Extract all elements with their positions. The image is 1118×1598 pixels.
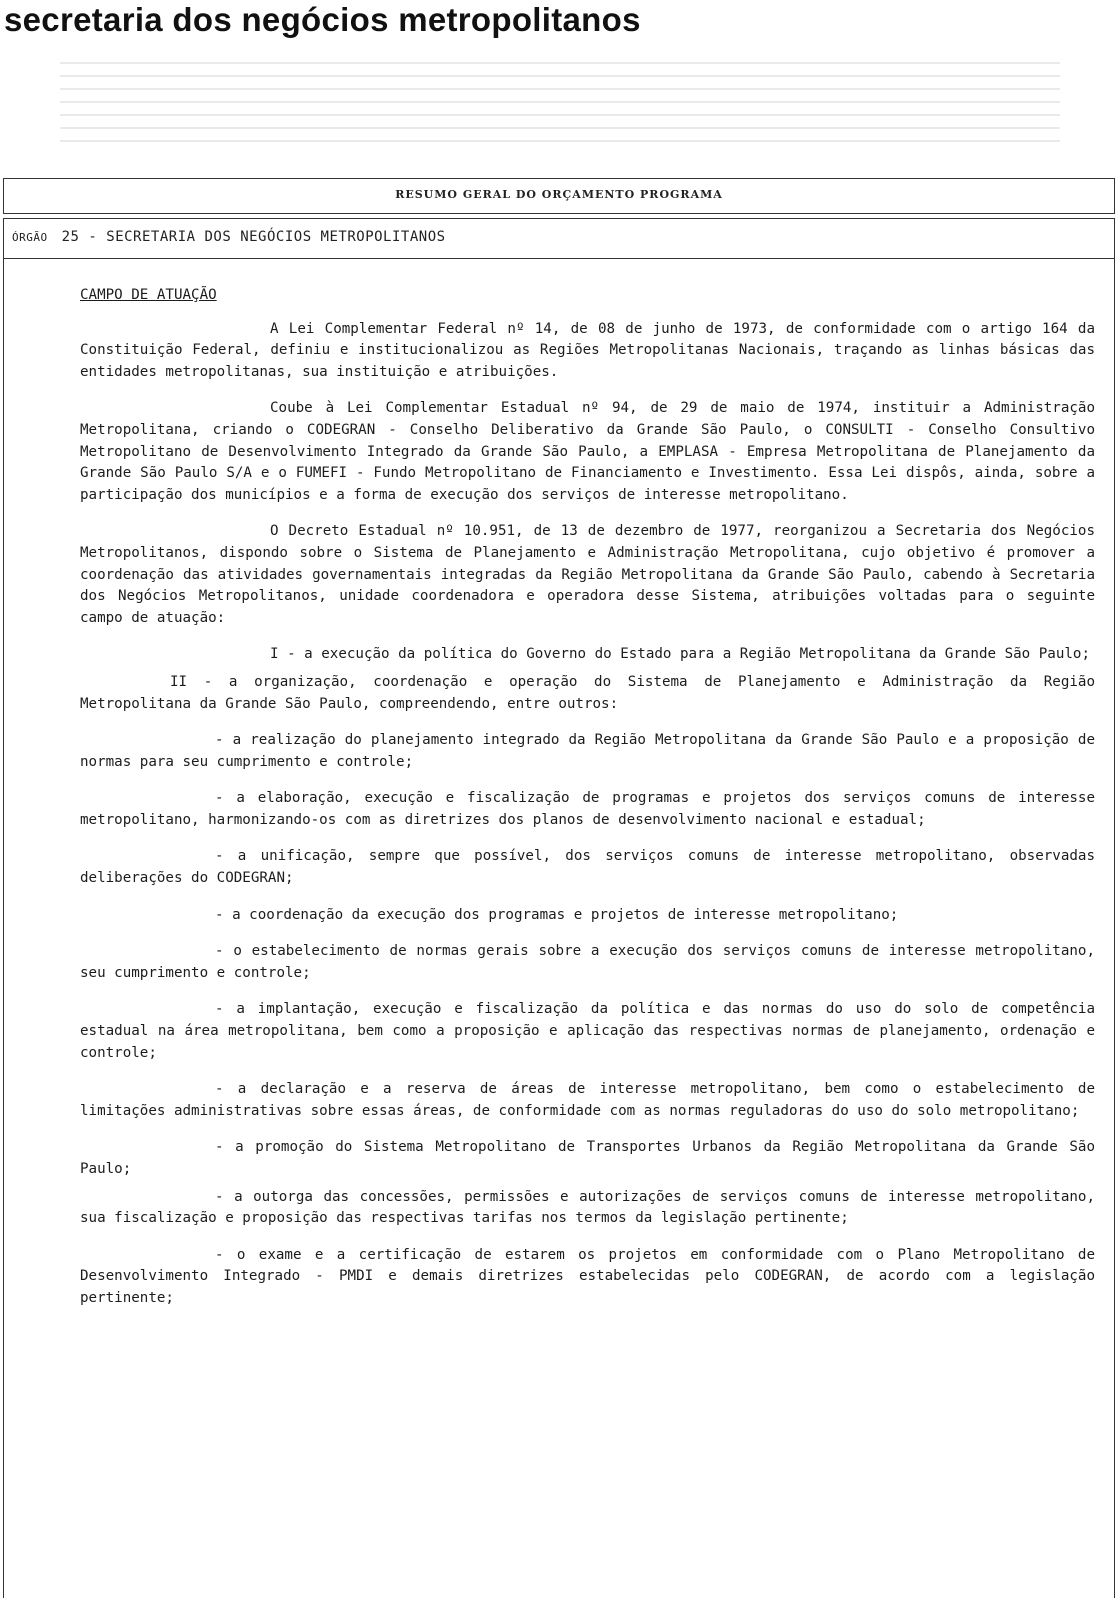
section-heading: CAMPO DE ATUAÇÃO (80, 287, 217, 303)
paragraph: A Lei Complementar Federal nº 14, de 08 de junho de 1973, de conformidade com o artigo 164 da Constituição Federal, definiu e institucionalizou as Regiões Metropolitanas Nacionais, traçando as linhas básicas das entidades metropolitanas, sua instituição e atribuições. (80, 320, 1095, 380)
list-item: - o estabelecimento de normas gerais sobre a execução dos serviços comuns de interesse metropolitano, seu cumprimento e controle; (80, 943, 1095, 981)
list-item: - a coordenação da execução dos programas e projetos de interesse metropolitano; (215, 906, 899, 923)
title-box (3, 178, 1115, 214)
list-item: II - a organização, coordenação e operação do Sistema de Planejamento e Administração da Região Metropolitana da Grande São Paulo, compreendendo, entre outros: (80, 673, 1095, 712)
orgao-value: 25 - SECRETARIA DOS NEGÓCIOS METROPOLITANOS (61, 229, 446, 245)
list-item: - a elaboração, execução e fiscalização de programas e projetos dos serviços comuns de interesse metropolitano, harmonizando-os com as diretrizes dos planos de desenvolvimento nacional e estadual; (80, 790, 1095, 828)
orgao-line (12, 229, 446, 245)
list-item: - o exame e a certificação de estarem os projetos em conformidade com o Plano Metropolitano de Desenvolvimento Integrado - PMDI e demais diretrizes estabelecidas pelo CODEGRAN, de acordo com a legislação pertinente; (80, 1246, 1095, 1306)
document-body (80, 285, 1095, 1325)
list-item: - a unificação, sempre que possível, dos serviços comuns de interesse metropolitano, observadas deliberações do CODEGRAN; (80, 848, 1095, 887)
document-title: RESUMO GERAL DO ORÇAMENTO PROGRAMA (395, 188, 723, 201)
list-item: - a implantação, execução e fiscalização da política e das normas do uso do solo de competência estadual na área metropolitana, bem como a proposição e aplicação das respectivas normas de planejamento, ordenação e controle; (80, 1001, 1095, 1061)
orgao-label: ÓRGÃO (12, 231, 48, 244)
list-item: - a declaração e a reserva de áreas de interesse metropolitano, bem como o estabelecimento de limitações administrativas sobre essas áreas, de conformidade com as normas reguladoras do uso do solo metropolitano; (80, 1081, 1095, 1119)
paragraph: O Decreto Estadual nº 10.951, de 13 de dezembro de 1977, reorganizou a Secretaria dos Negócios Metropolitanos, dispondo sobre o Sistema de Planejamento e Administração Metropolitana, cujo objetivo é promover a coordenação das atividades governamentais integradas da Região Metropolitana da Grande São Paulo, cabendo à Secretaria dos Negócios Metropolitanos, unidade coordenadora e operadora desse Sistema, atribuições voltadas para o seguinte campo de atuação: (80, 523, 1095, 626)
masthead-title: secretaria dos negócios metropolitanos (4, 1, 641, 38)
orgao-box (3, 218, 1115, 258)
masthead-faded-text (60, 58, 1060, 153)
list-item: - a realização do planejamento integrado da Região Metropolitana da Grande São Paulo e a proposição de normas para seu cumprimento e controle; (80, 732, 1095, 770)
paragraph: Coube à Lei Complementar Estadual nº 94, de 29 de maio de 1974, instituir a Administração Metropolitana, criando o CODEGRAN - Conselho Deliberativo da Grande São Paulo, o CONSULTI - Conselho Consultivo Metropolitano de Desenvolvimento Integrado da Grande São Paulo, a EMPLASA - Empresa Metropolitana de Planejamento da Grande São Paulo S/A e o FUMEFI - Fundo Metropolitano de Financiamento e Investimento. Essa Lei dispôs, ainda, sobre a participação dos municípios e a forma de execução dos serviços de interesse metropolitano. (80, 400, 1095, 503)
list-item: - a outorga das concessões, permissões e autorizações de serviços comuns de interesse metropolitano, sua fiscalização e proposição das respectivas tarifas nos termos da legislação pertinente; (80, 1188, 1095, 1227)
list-item: - a promoção do Sistema Metropolitano de Transportes Urbanos da Região Metropolitana da Grande São Paulo; (80, 1139, 1095, 1177)
list-item: I - a execução da política do Governo do Estado para a Região Metropolitana da Grande São Paulo; (270, 646, 1090, 663)
